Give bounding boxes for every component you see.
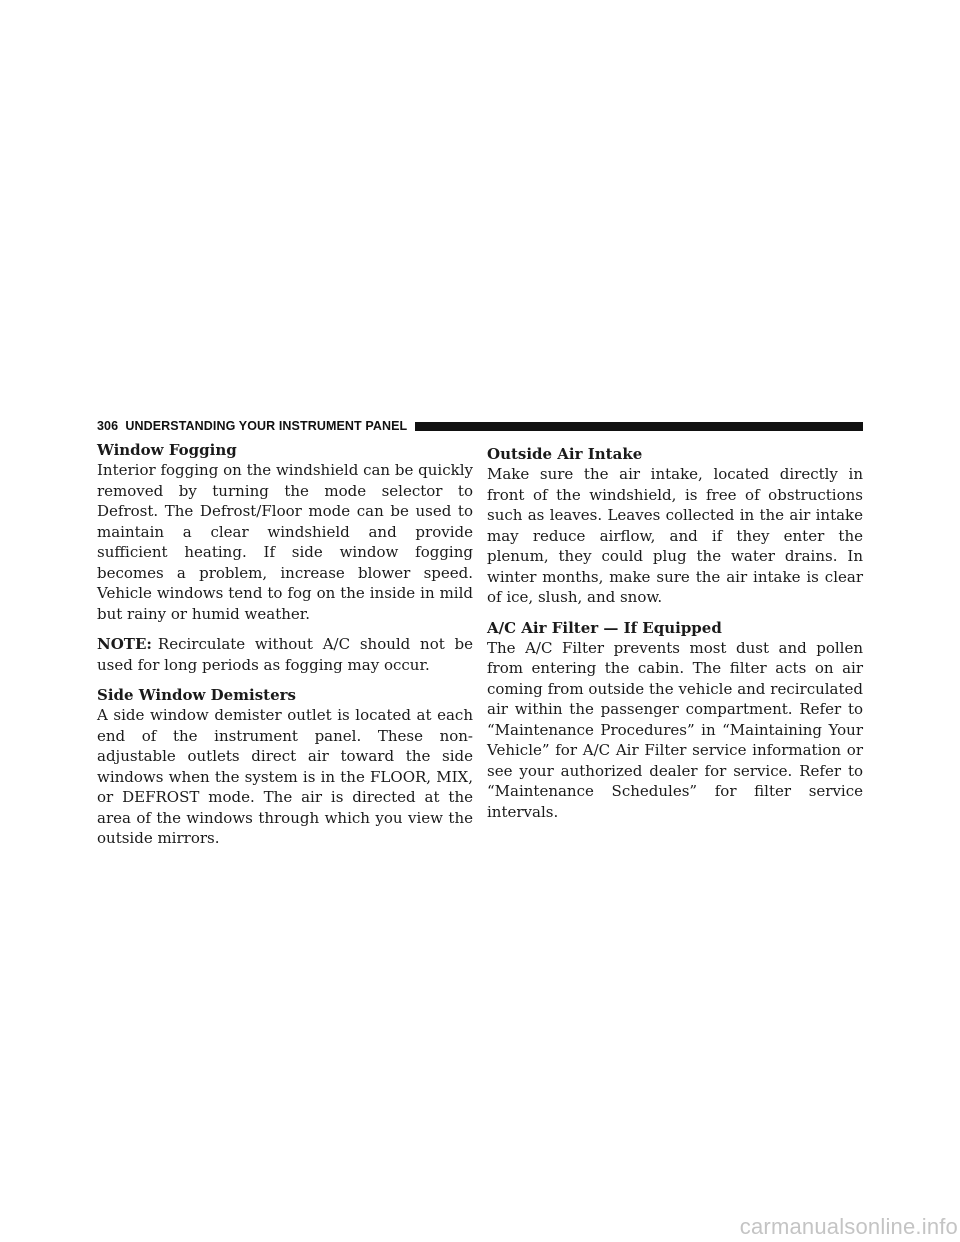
ac-air-filter-heading: A/C Air Filter — If Equipped bbox=[487, 618, 722, 637]
note-label: NOTE: bbox=[97, 635, 152, 653]
side-window-demisters-heading: Side Window Demisters bbox=[97, 686, 296, 704]
watermark-link[interactable]: carmanualsonline.info bbox=[739, 1214, 958, 1239]
note-paragraph bbox=[97, 634, 473, 675]
spacer bbox=[97, 675, 473, 685]
spacer bbox=[487, 608, 863, 618]
left-column bbox=[97, 440, 473, 849]
ac-air-filter-body: The A/C Filter prevents most dust and pollen from entering the cabin. The filter acts on air coming from outside the vehicle and recirculated air within the passenger compartment. Refer to “Maintenance Procedures” in “Maintaining Your Vehicle” for A/C Air Filter service information or see your authorized dealer for service. Refer to “Maintenance Schedules” for filter service intervals. bbox=[487, 638, 863, 821]
header-label bbox=[97, 419, 415, 433]
header-rule bbox=[415, 422, 863, 431]
page-header bbox=[97, 419, 863, 433]
note-text: Recirculate without A/C should not be used for long periods as fogging may occur. bbox=[97, 635, 473, 674]
page-number: 306 bbox=[97, 419, 119, 433]
section-title: UNDERSTANDING YOUR INSTRUMENT PANEL bbox=[125, 419, 408, 433]
side-window-demisters-body: A side window demister outlet is located at each end of the instrument panel. These non-adjustable outlets direct air toward the side windows when the system is in the FLOOR, MIX, or DEFROST mode. The air is directed at the area of the windows through which you view the outside mirrors. bbox=[97, 706, 473, 847]
outside-air-intake-heading: Outside Air Intake bbox=[487, 445, 643, 463]
outside-air-intake-body: Make sure the air intake, located directly in front of the windshield, is free of obstructions such as leaves. Leaves collected in the air intake may reduce airflow, and if they enter the plenum, they could plug the water drains. In winter months, make sure the air intake is clear of ice, slush, and snow. bbox=[487, 465, 863, 606]
right-column bbox=[487, 444, 863, 822]
spacer bbox=[97, 624, 473, 634]
window-fogging-body: Interior fogging on the windshield can be quickly removed by turning the mode selector to Defrost. The Defrost/Floor mode can be used to maintain a clear windshield and provide sufficient heating. If side window fogging becomes a problem, increase blower speed. Vehicle windows tend to fog on the inside in mild but rainy or humid weather. bbox=[97, 461, 473, 623]
window-fogging-heading: Window Fogging bbox=[97, 441, 237, 459]
